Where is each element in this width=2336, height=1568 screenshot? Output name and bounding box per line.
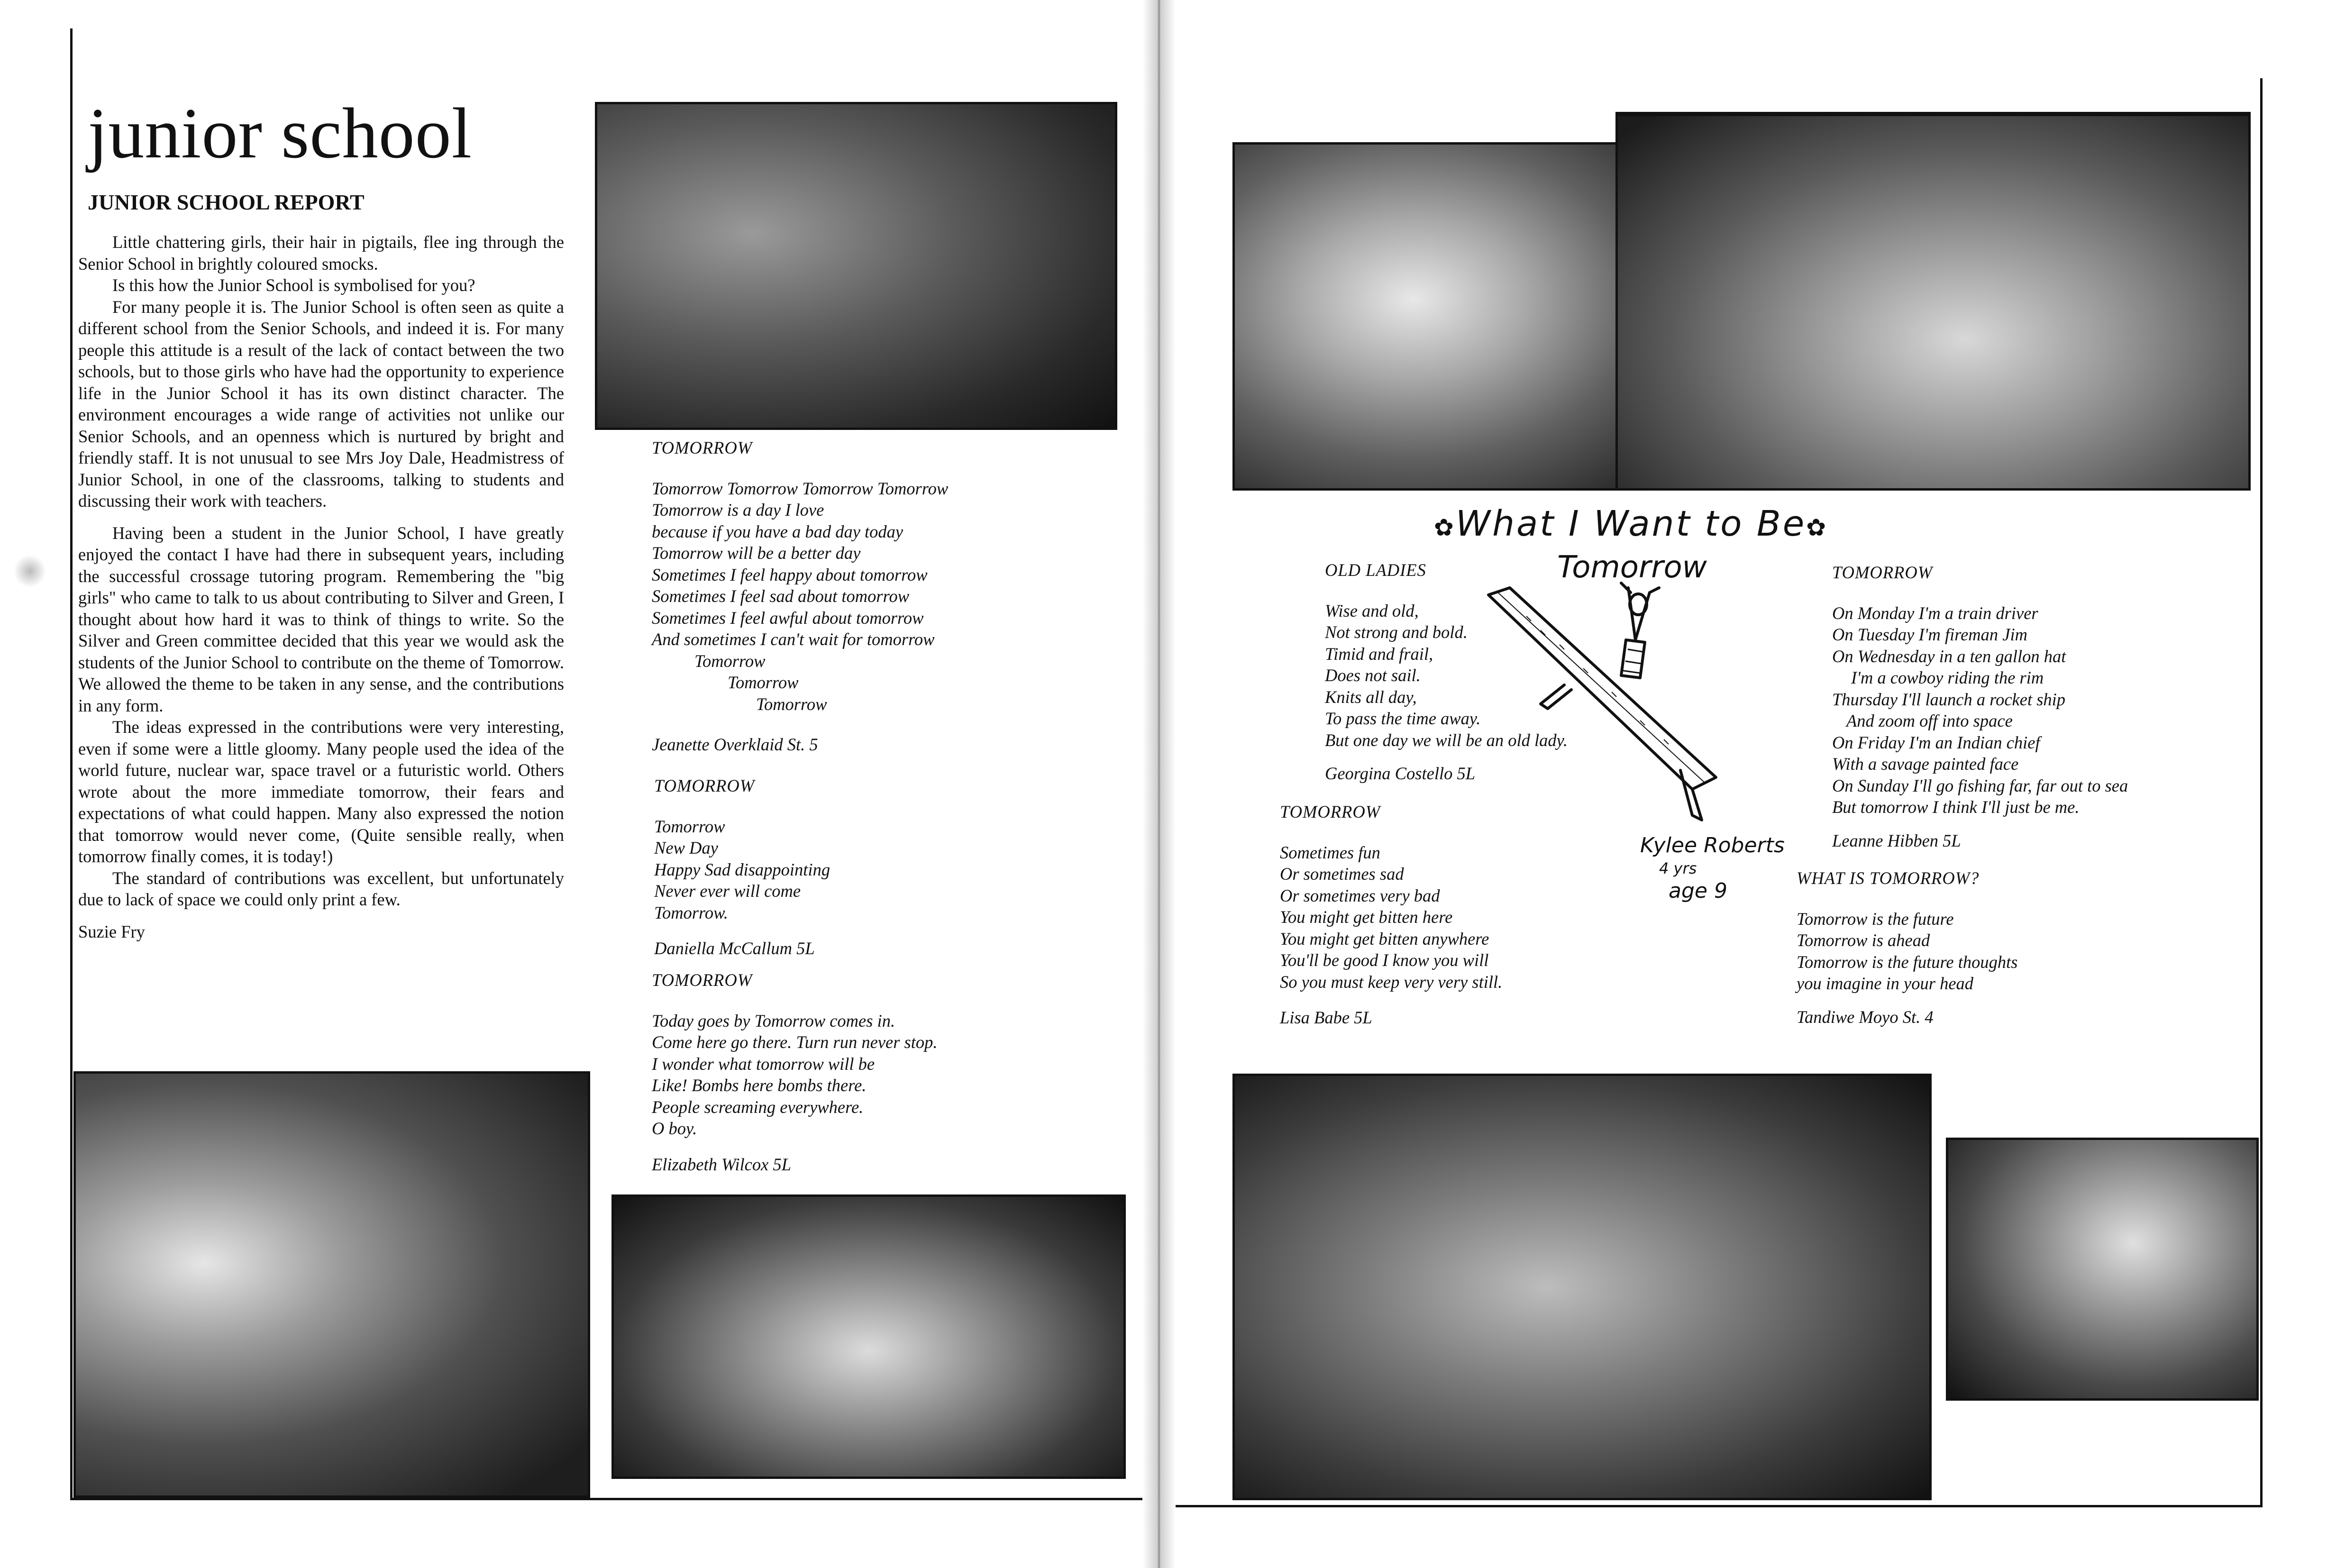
poem-line: I'm a cowboy riding the rim bbox=[1851, 668, 2044, 687]
photo-teacher-helping-child bbox=[1946, 1138, 2259, 1401]
poem-tomorrow-2 bbox=[654, 775, 830, 959]
poem-line: You might get bitten anywhere bbox=[1280, 929, 1489, 948]
drawing-title bbox=[1434, 503, 1828, 544]
poem-line: I wonder what tomorrow will be bbox=[652, 1054, 875, 1074]
poem-line: To pass the time away. bbox=[1325, 709, 1481, 728]
poem-tomorrow-5 bbox=[1832, 562, 2128, 851]
signature-name: Kylee Roberts bbox=[1640, 833, 1785, 857]
report-paragraph: Little chattering girls, their hair in pigtails, flee ing through the Senior School in brightly coloured smocks. bbox=[78, 232, 564, 273]
page-title: junior school bbox=[88, 93, 472, 173]
poem-line: Tomorrow bbox=[756, 694, 827, 714]
poem-line: So you must keep very very still. bbox=[1280, 972, 1503, 992]
right-page-border-bottom bbox=[1176, 1505, 2263, 1507]
poem-line: Tomorrow will be a better day bbox=[652, 543, 861, 563]
poem-line: Sometimes fun bbox=[1280, 842, 1380, 862]
report-author: Suzie Fry bbox=[78, 921, 145, 941]
report-paragraph: For many people it is. The Junior School is often seen as quite a different school from the Senior Schools, and indeed it is. For many people this attitude is a result of the lack of contact between the two schools, but to those girls who have had the opportunity to experience life in the Junior School it has its own distinct character. The environment encourages a wide range of activities not unlike our Senior Schools, and an openness which is nurtured by bright and friendly staff. It is not unusual to see Mrs Joy Dale, Headmistress of Junior School, in one of the classrooms, talking to students and discussing their work with teachers. bbox=[78, 297, 564, 511]
poem-what-is-tomorrow bbox=[1797, 867, 2017, 1028]
poem-line: Like! Bombs here bombs there. bbox=[652, 1076, 867, 1095]
poem-title: TOMORROW bbox=[654, 776, 755, 795]
poem-title: TOMORROW bbox=[652, 438, 753, 457]
photo-girls-drawing bbox=[611, 1194, 1126, 1479]
poem-author: Jeanette Overklaid St. 5 bbox=[652, 735, 818, 754]
poem-line: Timid and frail, bbox=[1325, 644, 1433, 664]
poem-line: Does not sail. bbox=[1325, 665, 1421, 685]
poem-line: Sometimes I feel sad about tomorrow bbox=[652, 586, 910, 606]
signature-age: age 9 bbox=[1669, 879, 1727, 903]
poem-line: Today goes by Tomorrow comes in. bbox=[652, 1011, 895, 1030]
poem-line: Or sometimes sad bbox=[1280, 864, 1404, 884]
poem-line: On Sunday I'll go fishing far, far out to sea bbox=[1832, 775, 2128, 795]
poem-line: Tomorrow bbox=[694, 651, 766, 671]
poem-line: Sometimes I feel happy about tomorrow bbox=[652, 565, 928, 584]
report-paragraph: The standard of contributions was excellent, but unfortunately due to lack of space we could only print a few. bbox=[78, 868, 564, 909]
poem-title: WHAT IS TOMORROW? bbox=[1797, 868, 1980, 888]
poem-author: Elizabeth Wilcox 5L bbox=[652, 1154, 791, 1174]
page-gutter bbox=[1142, 0, 1176, 1568]
poem-tomorrow-4 bbox=[1280, 801, 1502, 1029]
poem-author: Lisa Babe 5L bbox=[1280, 1008, 1372, 1027]
photo-girls-at-desk bbox=[595, 102, 1117, 430]
poem-line: On Tuesday I'm fireman Jim bbox=[1832, 625, 2027, 644]
poem-line: Tomorrow bbox=[654, 816, 725, 836]
poem-line: Tomorrow is the future bbox=[1797, 909, 1954, 929]
poem-line: You'll be good I know you will bbox=[1280, 950, 1489, 970]
poem-author: Tandiwe Moyo St. 4 bbox=[1797, 1007, 1934, 1027]
left-page-border-left bbox=[70, 28, 73, 1500]
poem-line: Tomorrow. bbox=[654, 903, 728, 922]
report-paragraph: The ideas expressed in the contributions were very interesting, even if some were a little gloomy. Many people used the idea of the world future, nuclear war, space travel or a futuristic world. Others wrote about the more immediate tomorrow, their fears and expectations of what could happen. Many also expressed the notion that tomorrow would never come, (Quite sensible really, when tomorrow finally comes, it is today!) bbox=[78, 717, 564, 866]
poem-author: Georgina Costello 5L bbox=[1325, 764, 1476, 783]
photo-two-teachers bbox=[73, 1071, 590, 1498]
poem-author: Leanne Hibben 5L bbox=[1832, 830, 1961, 850]
poem-line: Tomorrow is the future thoughts bbox=[1797, 952, 2018, 972]
collage-top-rule bbox=[1615, 112, 2251, 116]
poem-line: Come here go there. Turn run never stop. bbox=[652, 1032, 938, 1052]
poem-line: because if you have a bad day today bbox=[652, 521, 903, 541]
poem-tomorrow-3 bbox=[652, 969, 938, 1175]
left-page-border-bottom bbox=[70, 1498, 1142, 1500]
report-heading: JUNIOR SCHOOL REPORT bbox=[88, 190, 365, 214]
signature-age-note: 4 yrs bbox=[1659, 859, 1697, 877]
poem-line: Tomorrow is a day I love bbox=[652, 500, 824, 520]
right-page-border-right bbox=[2260, 78, 2263, 1505]
poem-title: OLD LADIES bbox=[1325, 560, 1426, 580]
poem-line: Tomorrow is ahead bbox=[1797, 930, 1930, 950]
drawing-signature bbox=[1640, 834, 1785, 903]
poem-line: But tomorrow I think I'll just be me. bbox=[1832, 797, 2080, 817]
report-body bbox=[78, 231, 564, 942]
poem-line: Wise and old, bbox=[1325, 601, 1419, 620]
report-paragraph: Having been a student in the Junior School, I have greatly enjoyed the contact I have had there in subsequent years, including the successful crossage tutoring program. Remembering the "big girls" who came to talk to us about contributing to Silver and Green, I thought about how hard it was to think of things to write. So the Silver and Green committee decided that this year we would ask the students of the Junior School to contribute on the theme of Tomorrow. We allowed the theme to be taken in any sense, and the contributions in any form. bbox=[78, 523, 564, 715]
poem-line: O boy. bbox=[652, 1119, 697, 1138]
poem-line: you imagine in your head bbox=[1797, 974, 1974, 993]
poem-line: Not strong and bold. bbox=[1325, 622, 1468, 642]
poem-title: TOMORROW bbox=[1832, 563, 1933, 582]
poem-old-ladies bbox=[1325, 559, 1568, 784]
poem-line: On Monday I'm a train driver bbox=[1832, 603, 2038, 623]
poem-line: Or sometimes very bad bbox=[1280, 885, 1440, 905]
poem-line: And sometimes I can't wait for tomorrow bbox=[652, 629, 935, 649]
poem-line: You might get bitten here bbox=[1280, 907, 1453, 927]
poem-author: Daniella McCallum 5L bbox=[654, 939, 815, 958]
poem-line: Never ever will come bbox=[654, 881, 801, 901]
flower-icon: ✿ bbox=[1806, 514, 1828, 541]
poem-line: Tomorrow bbox=[728, 673, 799, 692]
poem-line: But one day we will be an old lady. bbox=[1325, 730, 1568, 750]
poem-line: With a savage painted face bbox=[1832, 754, 2019, 774]
poem-title: TOMORROW bbox=[1280, 802, 1381, 821]
flower-icon: ✿ bbox=[1434, 514, 1456, 541]
poem-line: New Day bbox=[654, 838, 718, 857]
poem-title: TOMORROW bbox=[652, 970, 753, 990]
photo-classroom-floor bbox=[1232, 1074, 1932, 1500]
poem-line: Tomorrow Tomorrow Tomorrow Tomorrow bbox=[652, 478, 949, 498]
poem-line: Happy Sad disappointing bbox=[654, 859, 830, 879]
scan-speck bbox=[9, 555, 51, 588]
poem-line: And zoom off into space bbox=[1846, 711, 2013, 730]
poem-line: Thursday I'll launch a rocket ship bbox=[1832, 689, 2066, 709]
poem-line: Knits all day, bbox=[1325, 687, 1417, 707]
drawing-title-second-line: Tomorrow bbox=[1557, 550, 1707, 585]
poem-line: People screaming everywhere. bbox=[652, 1097, 864, 1117]
photo-children-window bbox=[1615, 114, 2251, 491]
poem-line: On Friday I'm an Indian chief bbox=[1832, 732, 2040, 752]
drawing-title-text: What I Want to Be bbox=[1455, 503, 1807, 544]
poem-tomorrow-1 bbox=[652, 437, 948, 756]
poem-line: On Wednesday in a ten gallon hat bbox=[1832, 646, 2066, 666]
poem-line: Sometimes I feel awful about tomorrow bbox=[652, 608, 924, 628]
report-paragraph: Is this how the Junior School is symbolised for you? bbox=[112, 275, 475, 295]
